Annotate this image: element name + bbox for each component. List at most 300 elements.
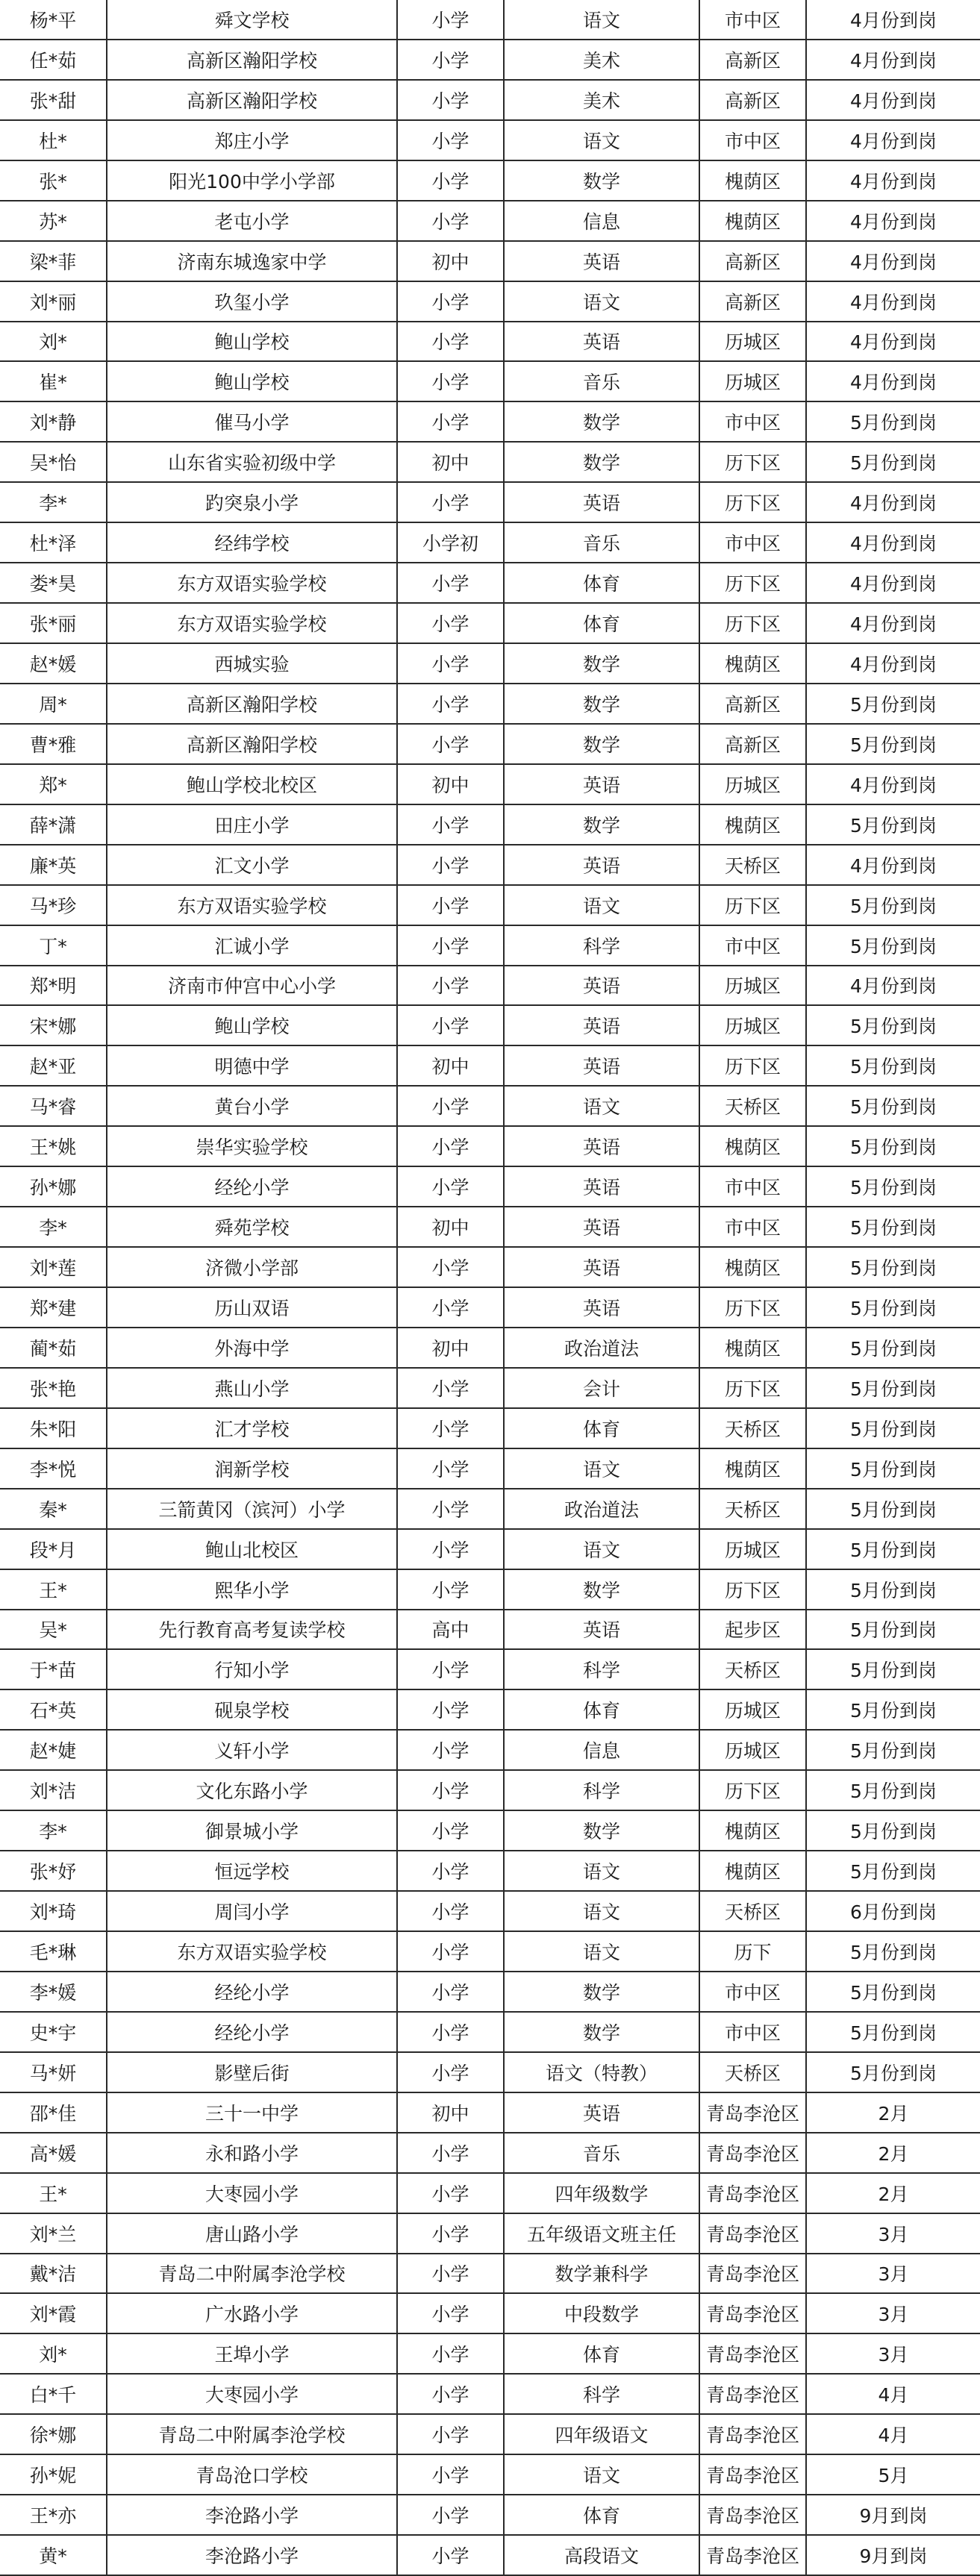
level-cell: 小学 — [397, 2254, 504, 2294]
teacher-name-cell: 马*珍 — [0, 885, 107, 925]
school-cell: 东方双语实验学校 — [107, 563, 397, 603]
table-row — [0, 925, 980, 966]
school-cell: 李沧路小学 — [107, 2495, 397, 2535]
teacher-name-cell: 于*苗 — [0, 1649, 107, 1689]
start-time-cell: 5月份到岗 — [806, 1569, 980, 1610]
table-row — [0, 804, 980, 845]
table-row — [0, 1126, 980, 1166]
school-cell: 三箭黄冈（滨河）小学 — [107, 1489, 397, 1529]
school-cell: 汇诚小学 — [107, 925, 397, 966]
school-cell: 崇华实验学校 — [107, 1126, 397, 1166]
teacher-name-cell: 戴*洁 — [0, 2254, 107, 2294]
subject-cell: 英语 — [504, 966, 699, 1006]
start-time-cell: 5月份到岗 — [806, 1408, 980, 1448]
table-row — [0, 764, 980, 804]
level-cell: 小学 — [397, 1730, 504, 1770]
start-time-cell: 4月份到岗 — [806, 0, 980, 40]
level-cell: 小学 — [397, 1489, 504, 1529]
teacher-name-cell: 吴* — [0, 1610, 107, 1650]
start-time-cell: 5月份到岗 — [806, 1166, 980, 1207]
district-cell: 历下区 — [699, 1368, 806, 1408]
table-row — [0, 1569, 980, 1610]
school-cell: 李沧路小学 — [107, 2535, 397, 2575]
level-cell: 小学 — [397, 1569, 504, 1610]
table-row — [0, 1448, 980, 1489]
district-cell: 槐荫区 — [699, 1126, 806, 1166]
teacher-name-cell: 蔺*茹 — [0, 1328, 107, 1368]
subject-cell: 英语 — [504, 1045, 699, 1086]
table-row — [0, 1851, 980, 1891]
teacher-name-cell: 丁* — [0, 925, 107, 966]
start-time-cell: 5月份到岗 — [806, 1126, 980, 1166]
school-cell: 广水路小学 — [107, 2293, 397, 2333]
school-cell: 黄台小学 — [107, 1086, 397, 1126]
table-row — [0, 2133, 980, 2173]
level-cell: 小学 — [397, 2213, 504, 2254]
subject-cell: 数学 — [504, 401, 699, 442]
level-cell: 小学 — [397, 643, 504, 684]
teacher-name-cell: 郑* — [0, 764, 107, 804]
district-cell: 槐荫区 — [699, 160, 806, 201]
table-row — [0, 2374, 980, 2414]
district-cell: 历城区 — [699, 322, 806, 362]
level-cell: 小学 — [397, 1810, 504, 1851]
district-cell: 天桥区 — [699, 1649, 806, 1689]
level-cell: 初中 — [397, 241, 504, 281]
school-cell: 山东省实验初级中学 — [107, 442, 397, 482]
school-cell: 趵突泉小学 — [107, 482, 397, 522]
school-cell: 明德中学 — [107, 1045, 397, 1086]
teacher-name-cell: 郑*明 — [0, 966, 107, 1006]
district-cell: 青岛李沧区 — [699, 2374, 806, 2414]
level-cell: 初中 — [397, 1207, 504, 1247]
level-cell: 小学 — [397, 1851, 504, 1891]
start-time-cell: 5月份到岗 — [806, 1328, 980, 1368]
level-cell: 小学 — [397, 2535, 504, 2575]
subject-cell: 科学 — [504, 1770, 699, 1810]
district-cell: 青岛李沧区 — [699, 2092, 806, 2133]
level-cell: 小学 — [397, 684, 504, 724]
district-cell: 历城区 — [699, 361, 806, 401]
teacher-name-cell: 高*媛 — [0, 2133, 107, 2173]
district-cell: 高新区 — [699, 80, 806, 120]
district-cell: 槐荫区 — [699, 804, 806, 845]
district-cell: 历城区 — [699, 1689, 806, 1730]
school-cell: 舜苑学校 — [107, 1207, 397, 1247]
start-time-cell: 5月份到岗 — [806, 684, 980, 724]
teacher-name-cell: 张*甜 — [0, 80, 107, 120]
table-row — [0, 482, 980, 522]
subject-cell: 数学 — [504, 442, 699, 482]
start-time-cell: 5月份到岗 — [806, 1529, 980, 1569]
table-row — [0, 2454, 980, 2495]
district-cell: 天桥区 — [699, 1891, 806, 1931]
table-row — [0, 1045, 980, 1086]
district-cell: 高新区 — [699, 241, 806, 281]
subject-cell: 语文 — [504, 1931, 699, 1972]
district-cell: 历下区 — [699, 1045, 806, 1086]
teacher-name-cell: 郑*建 — [0, 1287, 107, 1328]
school-cell: 熙华小学 — [107, 1569, 397, 1610]
district-cell: 青岛李沧区 — [699, 2535, 806, 2575]
table-row — [0, 1810, 980, 1851]
school-cell: 文化东路小学 — [107, 1770, 397, 1810]
subject-cell: 语文 — [504, 1851, 699, 1891]
subject-cell: 语文 — [504, 120, 699, 160]
start-time-cell: 2月 — [806, 2173, 980, 2213]
subject-cell: 四年级数学 — [504, 2173, 699, 2213]
start-time-cell: 5月份到岗 — [806, 804, 980, 845]
subject-cell: 语文 — [504, 885, 699, 925]
table-row — [0, 2254, 980, 2294]
district-cell: 槐荫区 — [699, 1810, 806, 1851]
start-time-cell: 4月份到岗 — [806, 120, 980, 160]
district-cell: 青岛李沧区 — [699, 2414, 806, 2454]
table-row — [0, 1166, 980, 1207]
subject-cell: 英语 — [504, 1287, 699, 1328]
level-cell: 小学 — [397, 1770, 504, 1810]
subject-cell: 四年级语文 — [504, 2414, 699, 2454]
school-cell: 东方双语实验学校 — [107, 603, 397, 643]
subject-cell: 高段语文 — [504, 2535, 699, 2575]
school-cell: 三十一中学 — [107, 2092, 397, 2133]
district-cell: 高新区 — [699, 281, 806, 322]
subject-cell: 语文（特教） — [504, 2052, 699, 2092]
table-row — [0, 522, 980, 563]
subject-cell: 英语 — [504, 2092, 699, 2133]
district-cell: 市中区 — [699, 925, 806, 966]
level-cell: 小学 — [397, 1448, 504, 1489]
start-time-cell: 5月份到岗 — [806, 1649, 980, 1689]
school-cell: 周闫小学 — [107, 1891, 397, 1931]
teacher-name-cell: 薛*潇 — [0, 804, 107, 845]
table-row — [0, 1086, 980, 1126]
district-cell: 青岛李沧区 — [699, 2495, 806, 2535]
school-cell: 青岛二中附属李沧学校 — [107, 2254, 397, 2294]
subject-cell: 数学 — [504, 1569, 699, 1610]
level-cell: 小学 — [397, 1166, 504, 1207]
start-time-cell: 4月份到岗 — [806, 361, 980, 401]
district-cell: 市中区 — [699, 0, 806, 40]
teacher-name-cell: 马*睿 — [0, 1086, 107, 1126]
level-cell: 小学 — [397, 1891, 504, 1931]
teacher-name-cell: 赵*亚 — [0, 1045, 107, 1086]
subject-cell: 体育 — [504, 1689, 699, 1730]
start-time-cell: 4月份到岗 — [806, 160, 980, 201]
level-cell: 小学 — [397, 160, 504, 201]
district-cell: 青岛李沧区 — [699, 2293, 806, 2333]
subject-cell: 数学兼科学 — [504, 2254, 699, 2294]
school-cell: 济南东城逸家中学 — [107, 241, 397, 281]
school-cell: 阳光100中学小学部 — [107, 160, 397, 201]
district-cell: 青岛李沧区 — [699, 2333, 806, 2374]
subject-cell: 英语 — [504, 764, 699, 804]
start-time-cell: 5月份到岗 — [806, 1610, 980, 1650]
district-cell: 高新区 — [699, 684, 806, 724]
start-time-cell: 4月份到岗 — [806, 241, 980, 281]
start-time-cell: 4月份到岗 — [806, 643, 980, 684]
level-cell: 小学 — [397, 2333, 504, 2374]
teacher-name-cell: 曹*雅 — [0, 724, 107, 764]
subject-cell: 数学 — [504, 643, 699, 684]
school-cell: 鲍山北校区 — [107, 1529, 397, 1569]
start-time-cell: 5月份到岗 — [806, 1972, 980, 2012]
subject-cell: 数学 — [504, 724, 699, 764]
table-row — [0, 120, 980, 160]
level-cell: 小学 — [397, 1649, 504, 1689]
table-row — [0, 724, 980, 764]
subject-cell: 数学 — [504, 804, 699, 845]
level-cell: 小学 — [397, 563, 504, 603]
school-cell: 燕山小学 — [107, 1368, 397, 1408]
teacher-name-cell: 刘*静 — [0, 401, 107, 442]
start-time-cell: 5月份到岗 — [806, 1489, 980, 1529]
level-cell: 小学 — [397, 322, 504, 362]
level-cell: 初中 — [397, 1328, 504, 1368]
teacher-name-cell: 吴*怡 — [0, 442, 107, 482]
table-row — [0, 643, 980, 684]
level-cell: 小学 — [397, 885, 504, 925]
school-cell: 王埠小学 — [107, 2333, 397, 2374]
start-time-cell: 5月份到岗 — [806, 1770, 980, 1810]
start-time-cell: 4月份到岗 — [806, 764, 980, 804]
subject-cell: 体育 — [504, 603, 699, 643]
teacher-name-cell: 李* — [0, 1810, 107, 1851]
district-cell: 高新区 — [699, 40, 806, 80]
table-row — [0, 361, 980, 401]
start-time-cell: 5月份到岗 — [806, 1247, 980, 1287]
table-row — [0, 1408, 980, 1448]
start-time-cell: 5月份到岗 — [806, 2052, 980, 2092]
teacher-name-cell: 苏* — [0, 201, 107, 241]
school-cell: 鲍山学校 — [107, 1005, 397, 1045]
level-cell: 小学 — [397, 40, 504, 80]
subject-cell: 英语 — [504, 1247, 699, 1287]
level-cell: 小学 — [397, 1931, 504, 1972]
district-cell: 历城区 — [699, 764, 806, 804]
school-cell: 济微小学部 — [107, 1247, 397, 1287]
teacher-name-cell: 李* — [0, 1207, 107, 1247]
teacher-name-cell: 石*英 — [0, 1689, 107, 1730]
table-row — [0, 40, 980, 80]
district-cell: 槐荫区 — [699, 643, 806, 684]
teacher-name-cell: 黄* — [0, 2535, 107, 2575]
school-cell: 舜文学校 — [107, 0, 397, 40]
table-row — [0, 2333, 980, 2374]
school-cell: 西城实验 — [107, 643, 397, 684]
teacher-name-cell: 崔* — [0, 361, 107, 401]
table-row — [0, 1489, 980, 1529]
district-cell: 市中区 — [699, 1972, 806, 2012]
level-cell: 小学 — [397, 1408, 504, 1448]
district-cell: 高新区 — [699, 724, 806, 764]
teacher-name-cell: 刘*丽 — [0, 281, 107, 322]
teacher-name-cell: 赵*婕 — [0, 1730, 107, 1770]
school-cell: 汇文小学 — [107, 845, 397, 885]
district-cell: 历下区 — [699, 1287, 806, 1328]
level-cell: 小学 — [397, 2495, 504, 2535]
table-row — [0, 1931, 980, 1972]
subject-cell: 语文 — [504, 281, 699, 322]
table-row — [0, 684, 980, 724]
district-cell: 历下区 — [699, 885, 806, 925]
start-time-cell: 2月 — [806, 2133, 980, 2173]
school-cell: 经纶小学 — [107, 1166, 397, 1207]
teacher-name-cell: 娄*昊 — [0, 563, 107, 603]
teacher-name-cell: 王*姚 — [0, 1126, 107, 1166]
table-row — [0, 442, 980, 482]
teacher-name-cell: 徐*娜 — [0, 2414, 107, 2454]
teacher-name-cell: 朱*阳 — [0, 1408, 107, 1448]
subject-cell: 美术 — [504, 80, 699, 120]
subject-cell: 语文 — [504, 0, 699, 40]
level-cell: 小学 — [397, 2133, 504, 2173]
start-time-cell: 4月 — [806, 2374, 980, 2414]
district-cell: 历下区 — [699, 482, 806, 522]
teacher-name-cell: 赵*媛 — [0, 643, 107, 684]
start-time-cell: 5月份到岗 — [806, 1045, 980, 1086]
teacher-name-cell: 孙*妮 — [0, 2454, 107, 2495]
level-cell: 小学 — [397, 1247, 504, 1287]
subject-cell: 体育 — [504, 2495, 699, 2535]
teacher-name-cell: 马*妍 — [0, 2052, 107, 2092]
table-row — [0, 1730, 980, 1770]
start-time-cell: 5月 — [806, 2454, 980, 2495]
district-cell: 槐荫区 — [699, 201, 806, 241]
teacher-name-cell: 杜*泽 — [0, 522, 107, 563]
teacher-name-cell: 杨*平 — [0, 0, 107, 40]
school-cell: 田庄小学 — [107, 804, 397, 845]
school-cell: 高新区瀚阳学校 — [107, 40, 397, 80]
subject-cell: 数学 — [504, 1810, 699, 1851]
subject-cell: 体育 — [504, 563, 699, 603]
subject-cell: 语文 — [504, 1448, 699, 1489]
district-cell: 槐荫区 — [699, 1448, 806, 1489]
subject-cell: 数学 — [504, 684, 699, 724]
table-row — [0, 1207, 980, 1247]
level-cell: 小学 — [397, 281, 504, 322]
school-cell: 御景城小学 — [107, 1810, 397, 1851]
start-time-cell: 5月份到岗 — [806, 442, 980, 482]
table-row — [0, 2213, 980, 2254]
district-cell: 市中区 — [699, 1166, 806, 1207]
level-cell: 初中 — [397, 764, 504, 804]
start-time-cell: 4月份到岗 — [806, 845, 980, 885]
school-cell: 经纶小学 — [107, 1972, 397, 2012]
table-row — [0, 1247, 980, 1287]
school-cell: 外海中学 — [107, 1328, 397, 1368]
district-cell: 起步区 — [699, 1610, 806, 1650]
school-cell: 东方双语实验学校 — [107, 1931, 397, 1972]
level-cell: 小学 — [397, 1005, 504, 1045]
table-row — [0, 241, 980, 281]
school-cell: 济南市仲宫中心小学 — [107, 966, 397, 1006]
start-time-cell: 3月 — [806, 2293, 980, 2333]
school-cell: 经纬学校 — [107, 522, 397, 563]
start-time-cell: 9月到岗 — [806, 2495, 980, 2535]
teacher-name-cell: 杜* — [0, 120, 107, 160]
subject-cell: 音乐 — [504, 2133, 699, 2173]
subject-cell: 科学 — [504, 925, 699, 966]
school-cell: 先行教育高考复读学校 — [107, 1610, 397, 1650]
district-cell: 天桥区 — [699, 1408, 806, 1448]
start-time-cell: 3月 — [806, 2254, 980, 2294]
start-time-cell: 4月份到岗 — [806, 563, 980, 603]
start-time-cell: 4月份到岗 — [806, 40, 980, 80]
teacher-name-cell: 白*千 — [0, 2374, 107, 2414]
table-row — [0, 1287, 980, 1328]
table-row — [0, 1689, 980, 1730]
level-cell: 小学初 — [397, 522, 504, 563]
table-row — [0, 1529, 980, 1569]
table-row — [0, 1649, 980, 1689]
level-cell: 小学 — [397, 845, 504, 885]
subject-cell: 数学 — [504, 1972, 699, 2012]
level-cell: 高中 — [397, 1610, 504, 1650]
district-cell: 历下区 — [699, 603, 806, 643]
level-cell: 小学 — [397, 0, 504, 40]
start-time-cell: 5月份到岗 — [806, 1368, 980, 1408]
teacher-name-cell: 刘*洁 — [0, 1770, 107, 1810]
district-cell: 历下区 — [699, 1569, 806, 1610]
level-cell: 小学 — [397, 2414, 504, 2454]
district-cell: 青岛李沧区 — [699, 2173, 806, 2213]
start-time-cell: 2月 — [806, 2092, 980, 2133]
school-cell: 鲍山学校 — [107, 322, 397, 362]
level-cell: 初中 — [397, 2092, 504, 2133]
teacher-name-cell: 刘*霞 — [0, 2293, 107, 2333]
school-cell: 老屯小学 — [107, 201, 397, 241]
subject-cell: 英语 — [504, 1207, 699, 1247]
subject-cell: 英语 — [504, 482, 699, 522]
district-cell: 历下区 — [699, 563, 806, 603]
table-row — [0, 2173, 980, 2213]
teacher-name-cell: 刘*琦 — [0, 1891, 107, 1931]
teacher-name-cell: 邵*佳 — [0, 2092, 107, 2133]
start-time-cell: 5月份到岗 — [806, 2012, 980, 2052]
table-row — [0, 2052, 980, 2092]
start-time-cell: 9月到岗 — [806, 2535, 980, 2575]
level-cell: 小学 — [397, 2454, 504, 2495]
start-time-cell: 4月份到岗 — [806, 80, 980, 120]
start-time-cell: 5月份到岗 — [806, 1287, 980, 1328]
school-cell: 郑庄小学 — [107, 120, 397, 160]
start-time-cell: 5月份到岗 — [806, 1851, 980, 1891]
table-row — [0, 80, 980, 120]
district-cell: 市中区 — [699, 1207, 806, 1247]
district-cell: 历下区 — [699, 442, 806, 482]
subject-cell: 英语 — [504, 1610, 699, 1650]
district-cell: 青岛李沧区 — [699, 2254, 806, 2294]
district-cell: 天桥区 — [699, 2052, 806, 2092]
table-row — [0, 1770, 980, 1810]
table-row — [0, 1328, 980, 1368]
start-time-cell: 5月份到岗 — [806, 1086, 980, 1126]
subject-cell: 中段数学 — [504, 2293, 699, 2333]
start-time-cell: 5月份到岗 — [806, 1005, 980, 1045]
teacher-name-cell: 王*亦 — [0, 2495, 107, 2535]
table-row — [0, 2092, 980, 2133]
subject-cell: 科学 — [504, 2374, 699, 2414]
teacher-name-cell: 周* — [0, 684, 107, 724]
level-cell: 小学 — [397, 2173, 504, 2213]
teacher-name-cell: 秦* — [0, 1489, 107, 1529]
start-time-cell: 4月份到岗 — [806, 603, 980, 643]
table-row — [0, 1972, 980, 2012]
table-row — [0, 160, 980, 201]
teacher-name-cell: 廉*英 — [0, 845, 107, 885]
level-cell: 小学 — [397, 482, 504, 522]
